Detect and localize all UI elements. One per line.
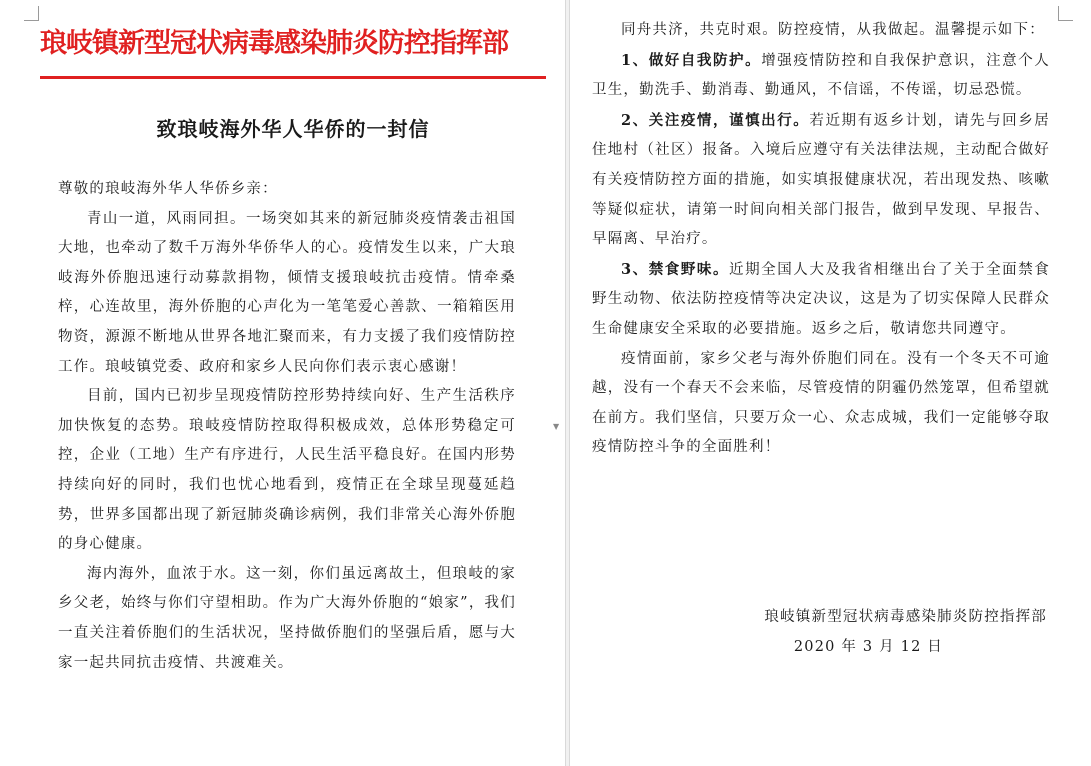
header-red-rule [40, 76, 546, 79]
salutation: 尊敬的琅岐海外华人华侨乡亲： [58, 181, 278, 197]
closing-paragraph: 疫情面前，家乡父老与海外侨胞们同在。没有一个冬天不可逾越，没有一个春天不会来临，尽管疫情的阴霾仍然笼罩，但希望就在前方。我们坚信，只要万众一心、众志成城，我们一定能够夺取疫情防控斗争的全面胜利！ [592, 350, 1050, 456]
letter-title: 致琅岐海外华人华侨的一封信 [156, 117, 430, 141]
right-page-corner-mark [1058, 6, 1073, 21]
tip-3-heading: 3、禁食野味。 [621, 260, 730, 278]
tips-intro: 同舟共济，共克时艰。防控疫情，从我做起。温馨提示如下： [621, 22, 1045, 38]
right-body-text [592, 16, 1050, 463]
paragraph-1: 青山一道，风雨同担。一场突如其来的新冠肺炎疫情袭击祖国大地，也牵动了数千万海外华侨华人的心。疫情发生以来，广大琅岐海外侨胞迅速行动募款捐物，倾情支援琅岐抗击疫情。情牵桑梓，心连故里，海外侨胞的心声化为一笔笔爱心善款、一箱箱医用物资，源源不断地从世界各地汇聚而来，有力支援了我们疫情防控工作。琅岐镇党委、政府和家乡人民向你们表示衷心感谢！ [58, 210, 516, 375]
tip-2 [592, 106, 1050, 255]
left-body-text [58, 175, 516, 678]
tip-3 [592, 255, 1050, 345]
left-page-corner-mark [24, 6, 39, 21]
right-page [570, 0, 1091, 766]
signature-date: 2020 年 3 月 12 日 [793, 638, 943, 655]
paragraph-2: 目前，国内已初步呈现疫情防控形势持续向好、生产生活秩序加快恢复的态势。琅岐疫情防控取得积极成效，总体形势稳定可控，企业（工地）生产有序进行，人民生活平稳良好。在国内形势持续向好的同时，我们也忧心地看到，疫情正在全球呈现蔓延趋势，世界多国都出现了新冠肺炎确诊病例，我们非常关心海外侨胞的身心健康。 [58, 388, 516, 553]
signature-org: 琅岐镇新型冠状病毒感染肺炎防控指挥部 [764, 609, 1047, 625]
text-cursor-marker-icon: ▼ [553, 422, 560, 431]
signature-block [764, 603, 1047, 662]
tip-1-text: 增强疫情防控和自我保护意识，注意个人卫生，勤洗手、勤消毒、勤通风，不信谣，不传谣，切忌恐慌。 [592, 52, 1050, 99]
tip-2-text: 若近期有返乡计划，请先与回乡居住地村（社区）报备。入境后应遵守有关法律法规，主动配合做好有关疫情防控方面的措施，如实填报健康状况，若出现发热、咳嗽等疑似症状，请第一时间向相关部门报告，做到早发现、早报告、早隔离、早治疗。 [592, 112, 1050, 248]
tip-1 [592, 46, 1050, 106]
header-title: 琅岐镇新型冠状病毒感染肺炎防控指挥部 [40, 28, 508, 59]
paragraph-3: 海内海外，血浓于水。这一刻，你们虽远离故土，但琅岐的家乡父老，始终与你们守望相助。作为广大海外侨胞的“娘家”，我们一直关注着侨胞们的生活状况，坚持做侨胞们的坚强后盾，愿与大家一起共同抗击疫情、共渡难关。 [58, 565, 516, 671]
tip-3-text: 近期全国人大及我省相继出台了关于全面禁食野生动物、依法防控疫情等决定决议，这是为了切实保障人民群众生命健康安全采取的必要措施。返乡之后，敬请您共同遵守。 [592, 261, 1050, 337]
tip-2-heading: 2、关注疫情，谨慎出行。 [621, 111, 810, 129]
tip-1-heading: 1、做好自我防护。 [621, 51, 762, 69]
